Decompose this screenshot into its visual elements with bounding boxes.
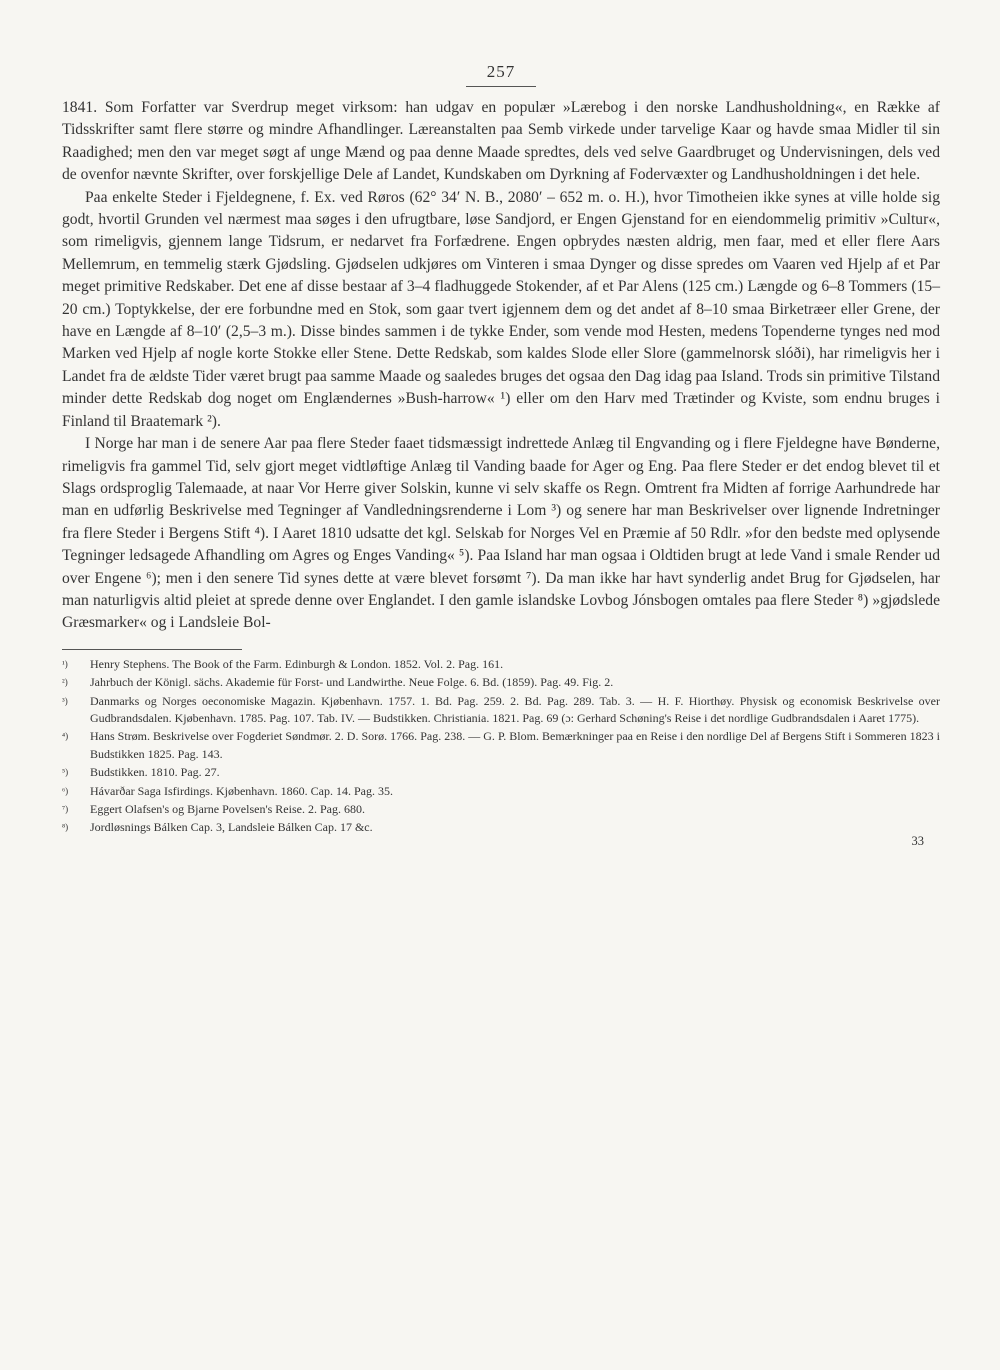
paragraph-2: Paa enkelte Steder i Fjeldegnene, f. Ex. ved Røros (62° 34′ N. B., 2080′ – 652 m. o. H.), hvor Timotheien ikke synes at ville holde sig godt, hvortil Grunden vel nærmest maa søges i den ufrugtbare, løse Sandjord, er Engen Gjenstand for en eiendommelig primitiv »Cultur«, som rimeligvis, gjennem lange Tidsrum, er nedarvet fra Forfædrene. Engen opbrydes næsten aldrig, men faar, med et eller flere Aars Mellemrum, en temmelig stærk Gjødsling. Gjødselen udkjøres om Vinteren i smaa Dynger og disse spredes om Vaaren ved Hjelp af et Par meget primitive Redskaber. Det ene af disse bestaar af 3–4 fladhuggede Stokender, af et Par Alens (125 cm.) Længde og 6–8 Tommers (15–20 cm.) Toptykkelse, der ere forbundne med en Stok, som gaar tvert igjennem dem og det andet af 8–10 smaa Birketræer eller Grene, der have en Længde af 8–10′ (2,5–3 m.). Disse bindes sammen i de tykke Ender, som vende mod Hesten, medens Topenderne tynges ned mod Marken ved Hjelp af nogle korte Stokke eller Stene. Dette Redskab, som kaldes Slode eller Slore (gammelnorsk slóði), har rimeligvis her i Landet fra de ældste Tider været brugt paa samme Maade og saaledes bruges det ogsaa den Dag idag paa Island. Trods sin primitive Tilstand minder dette Redskab dog noget om Englændernes »Bush-harrow« ¹) eller om den Harv med Trætinder og Kviste, som endnu bruges i Finland til Braatemark ²). xyxy=(62,188,940,430)
footnote-mark: ²) xyxy=(62,677,68,688)
footnote-mark: ⁶) xyxy=(62,785,69,796)
footnote-4 xyxy=(62,728,940,763)
footnote-text: Jordløsnings Bálken Cap. 3, Landsleie Bálken Cap. 17 &c. xyxy=(90,820,373,835)
footnote-3 xyxy=(62,693,940,728)
paragraph-1: 1841. Som Forfatter var Sverdrup meget virksom: han udgav en populær »Lærebog i den norske Landhusholdning«, en Række af Tidsskrifter samt flere større og mindre Afhandlinger. Læreanstalten paa Semb virkede under tarvelige Kaar og havde smaa Midler til sin Raadighed; men den var meget søgt af unge Mænd og paa denne Maade spredtes, dels ved selve Gaardbruget og Undervisningen, dels ved de ovenfor nævnte Skrifter, over forskjellige Dele af Landet, Kundskaben om Dyrkning af Fodervæxter og Landhusholdningen i det hele. xyxy=(62,99,940,184)
footnote-mark: ⁴) xyxy=(62,731,69,742)
footnote-text: Henry Stephens. The Book of the Farm. Edinburgh & London. 1852. Vol. 2. Pag. 161. xyxy=(90,656,504,671)
footnote-rule xyxy=(62,649,242,650)
footnote-mark: ¹) xyxy=(62,658,68,669)
footnote-mark: ⁷) xyxy=(62,804,69,814)
footnote-8 xyxy=(62,819,940,836)
book-page xyxy=(62,62,940,849)
page-number-rule xyxy=(466,86,536,87)
body-text xyxy=(62,97,940,635)
footnote-text: Hávarðar Saga Isfirdings. Kjøbenhavn. 1860. Cap. 14. Pag. 35. xyxy=(90,783,393,798)
footnotes xyxy=(62,656,940,837)
printer-signature: 33 xyxy=(911,833,924,848)
paragraph-3: I Norge har man i de senere Aar paa flere Steder faaet tidsmæssigt indrettede Anlæg til Engvanding og i flere Fjeldegne have Bønderne, rimeligvis fra gammel Tid, selv gjort meget vidtløftige Anlæg til Vanding baade for Ager og Eng. Paa flere Steder er det endog blevet til et Slags ordsproglig Talemaade, at naar Vor Herre giver Solskin, kunne vi selv skaffe os Regn. Omtrent fra Midten af forrige Aarhundrede har man en udførlig Beskrivelse med Tegninger af Vandledningsrenderne i Lom ³) og senere har man Beskrivelser over lignende Indretninger fra flere Steder i Bergens Stift ⁴). I Aaret 1810 udsatte det kgl. Selskab for Norges Vel en Præmie af 50 Rdlr. »for den bedste med oplysende Tegninger ledsagede Afhandling om Agres og Enges Vanding« ⁵). Paa Island har man ogsaa i Oldtiden brugt at lede Vand i smale Render ud over Engene ⁶); men i den senere Tid synes dette at være blevet forsømt ⁷). Da man ikke har havt synderlig andet Brug for Gjødselen, har man naturligvis altid pleiet at sprede denne over Englandet. I den gamle islandske Lovbog Jónsbogen omtales paa flere Steder ⁸) »gjødslede Græsmarker« og i Landsleie Bol- xyxy=(62,435,940,632)
footnote-text: Budstikken. 1810. Pag. 27. xyxy=(90,765,220,780)
footnote-text: Hans Strøm. Beskrivelse over Fogderiet Søndmør. 2. D. Sorø. 1766. Pag. 238. — G. P. Blom. Bemærkninger paa en Reise i den nordlige Del af Bergens Stift i Sommeren 1823 i Budstikken 1825. Pag. 143. xyxy=(90,729,940,761)
footnote-2 xyxy=(62,674,940,691)
footnote-text: Jahrbuch der Königl. sächs. Akademie für Forst- und Landwirthe. Neue Folge. 6. Bd. (1859). Pag. 49. Fig. 2. xyxy=(90,675,614,690)
page-number: 257 xyxy=(486,62,516,81)
footnote-text: Eggert Olafsen's og Bjarne Povelsen's Reise. 2. Pag. 680. xyxy=(90,802,365,816)
footnote-mark: ⁸) xyxy=(62,822,69,833)
footnote-5 xyxy=(62,764,940,781)
footnote-mark: ³) xyxy=(62,695,68,706)
footnote-7 xyxy=(62,801,940,818)
footnote-6 xyxy=(62,783,940,800)
footnote-text: Danmarks og Norges oeconomiske Magazin. Kjøbenhavn. 1757. 1. Bd. Pag. 259. 2. Bd. Pag. 289. Tab. 3. — H. F. Hiorthøy. Physisk og economisk Beskrivelse over Gudbrandsdalen. Kjøbenhavn. 1785. Pag. 107. Tab. IV. — Budstikken. Christiania. 1821. Pag. 69 (ɔ: Gerhard Schøning's Reise i det nordlige Gudbrandsdalen i Aaret 1775). xyxy=(90,693,940,725)
footnote-1 xyxy=(62,656,940,673)
footnote-mark: ⁵) xyxy=(62,767,69,778)
